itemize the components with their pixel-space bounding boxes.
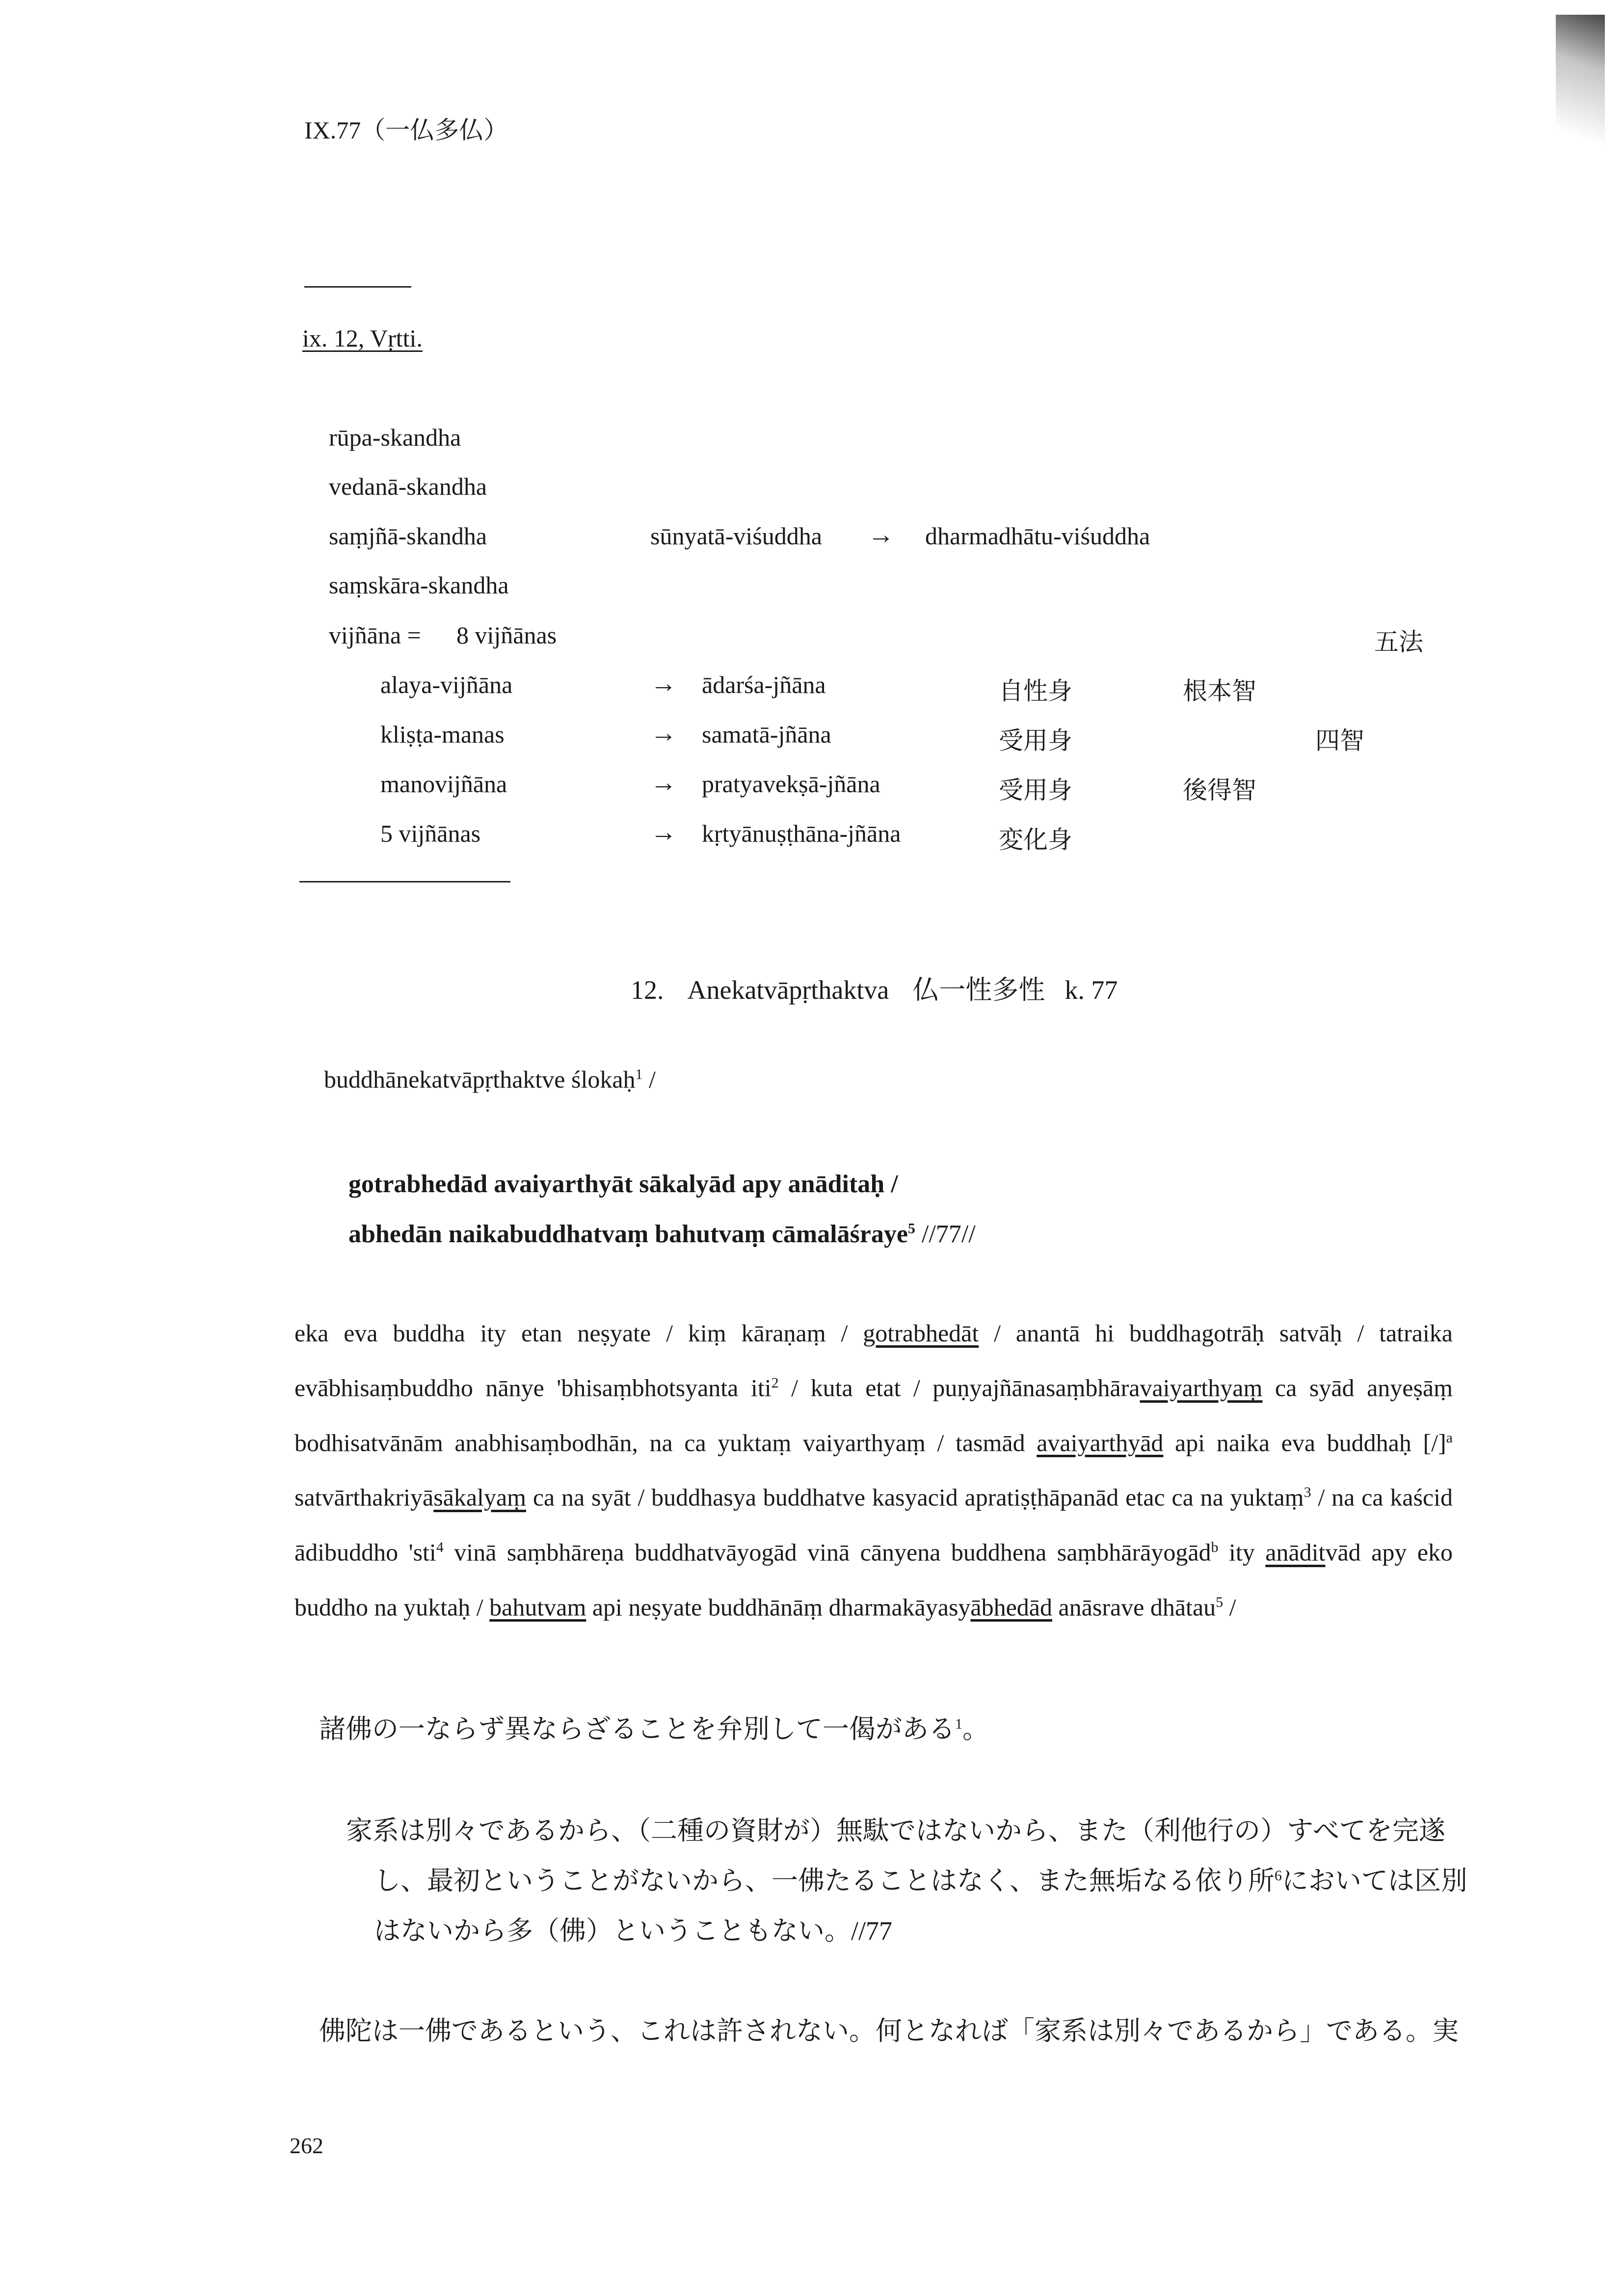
table-row-2-right: samatā-jñāna bbox=[702, 721, 831, 748]
sanskrit-intro bbox=[324, 1065, 656, 1094]
jp-verse-text: においては区別 bbox=[1281, 1866, 1467, 1896]
table-skandha-3: saṃjñā-skandha bbox=[329, 522, 487, 550]
jp-verse-line-1: 家系は別々であるから、（二種の資財が）無駄ではないから、また（利他行の）すべてを完遂 bbox=[346, 1816, 1445, 1845]
table-row-3-wisdom: 後得智 bbox=[1183, 776, 1256, 804]
commentary-text: vinā saṃbhāreṇa buddhatvāyogād vinā cānyena buddhena saṃbhārāyogād bbox=[443, 1538, 1211, 1566]
footnote-ref: b bbox=[1211, 1539, 1219, 1555]
table-row-4-right: kṛtyānuṣṭhāna-jñāna bbox=[702, 820, 901, 847]
commentary-text: ity bbox=[1218, 1538, 1266, 1566]
commentary-text: api naika eva buddhaḥ [/] bbox=[1163, 1429, 1446, 1457]
footnote-ref: 5 bbox=[1216, 1594, 1224, 1610]
table-row-4-left: 5 vijñānas bbox=[380, 820, 481, 847]
table-vijnana-label: vijñāna = bbox=[329, 621, 421, 649]
jp-verse-line-2 bbox=[374, 1860, 1467, 1897]
japanese-commentary: 佛陀は一佛であるという、これは許されない。何となれば「家系は別々であるから」である。実 bbox=[319, 2016, 1459, 2046]
table-row-1-body: 自性身 bbox=[999, 677, 1072, 705]
arrow-icon: → bbox=[650, 768, 677, 797]
underlined-term: gotrabhedāt bbox=[863, 1319, 979, 1347]
verse-number: //77// bbox=[915, 1220, 976, 1248]
table-row-4-body: 変化身 bbox=[999, 826, 1072, 854]
underlined-term: bahutvam bbox=[489, 1593, 586, 1621]
commentary-text: / bbox=[1223, 1593, 1236, 1621]
intro-text: buddhānekatvāpṛthaktve ślokaḥ bbox=[324, 1066, 636, 1093]
section-title bbox=[631, 969, 1118, 1007]
footnote-ref: 3 bbox=[1304, 1484, 1311, 1501]
header-rule bbox=[304, 286, 411, 288]
section-japanese-title: 仏一性多性 bbox=[912, 975, 1045, 1005]
commentary-text: / kuta etat / puṇyajñānasaṃbhāra bbox=[778, 1374, 1140, 1402]
footnote-ref: 5 bbox=[907, 1220, 915, 1237]
table-row-1-wisdom: 根本智 bbox=[1183, 677, 1256, 705]
table-skandha-4: saṃskāra-skandha bbox=[329, 571, 509, 599]
table-sunyata: sūnyatā-viśuddha bbox=[650, 522, 822, 550]
commentary-text: / anantā hi buddhagotrāḥ satvāḥ / tatraika evābhisaṃbuddho nānye 'bhisaṃbhotsyanta iti bbox=[294, 1319, 1453, 1402]
table-goho: 五法 bbox=[1374, 628, 1423, 656]
commentary-text: vād apy eko buddho na yuktaḥ / bbox=[294, 1538, 1453, 1621]
underlined-term: avaiyarthyād bbox=[1037, 1429, 1164, 1457]
commentary-text: ca syād anyeṣāṃ bodhisatvānām anabhisaṃbodhān, na ca yuktaṃ vaiyarthyaṃ / tasmād bbox=[294, 1374, 1453, 1457]
table-row-3-left: manovijñāna bbox=[380, 770, 507, 798]
underlined-term: anādit bbox=[1265, 1538, 1326, 1566]
commentary-text: ca na syāt / buddhasya buddhatve kasyacid apratiṣṭhāpanād etac ca na yuktaṃ bbox=[526, 1483, 1304, 1511]
arrow-icon: → bbox=[650, 718, 677, 748]
table-skandha-2: vedanā-skandha bbox=[329, 473, 487, 500]
table-dharmadhatu: dharmadhātu-viśuddha bbox=[925, 522, 1150, 550]
jp-intro-end: 。 bbox=[962, 1714, 989, 1744]
table-row-2-left: kliṣṭa-manas bbox=[380, 721, 505, 748]
commentary-text: api neṣyate buddhānāṃ dharmakāyasy bbox=[586, 1593, 971, 1621]
footnote-ref: 4 bbox=[436, 1539, 444, 1555]
scan-artifact bbox=[1556, 15, 1605, 162]
table-shichi: 四智 bbox=[1315, 727, 1364, 754]
jp-verse-text: し、最初ということがないから、一佛たることはなく、また無垢なる依り所 bbox=[374, 1866, 1275, 1896]
section-sanskrit-title: Anekatvāpṛthaktva bbox=[687, 975, 889, 1005]
arrow-icon: → bbox=[868, 520, 894, 549]
section-reference: ix. 12, Vṛtti. bbox=[302, 324, 423, 352]
section-number: 12. bbox=[631, 975, 664, 1005]
footnote-ref: 1 bbox=[955, 1716, 962, 1732]
arrow-icon: → bbox=[650, 668, 677, 698]
table-vijnana-count: 8 vijñānas bbox=[456, 621, 557, 649]
arrow-icon: → bbox=[650, 817, 677, 847]
underlined-term: ābhedād bbox=[970, 1593, 1052, 1621]
jp-verse-line-3: はないから多（佛）ということもない。//77 bbox=[374, 1916, 893, 1946]
footnote-ref: 2 bbox=[771, 1375, 779, 1391]
karika-number: k. 77 bbox=[1065, 975, 1118, 1005]
commentary-text: / na ca kaścid ādibuddho 'sti bbox=[294, 1483, 1453, 1566]
commentary-text: anāsrave dhātau bbox=[1052, 1593, 1216, 1621]
commentary-text: satvārthakriyā bbox=[294, 1483, 434, 1511]
commentary-text: eka eva buddha ity etan neṣyate / kiṃ kāraṇaṃ / bbox=[294, 1319, 863, 1347]
sanskrit-commentary bbox=[294, 1308, 1453, 1632]
verse-line-1: gotrabhedād avaiyarthyāt sākalyād apy anāditaḥ / bbox=[348, 1170, 898, 1198]
underlined-term: sākalyaṃ bbox=[433, 1483, 527, 1511]
jp-intro-text: 諸佛の一ならず異ならざることを弁別して一偈がある bbox=[319, 1714, 955, 1744]
table-row-3-right: pratyavekṣā-jñāna bbox=[702, 770, 880, 798]
footnote-ref: a bbox=[1446, 1429, 1453, 1446]
intro-end: / bbox=[642, 1066, 656, 1093]
japanese-intro bbox=[319, 1708, 989, 1746]
table-row-1-left: alaya-vijñāna bbox=[380, 671, 513, 698]
footnote-ref: 6 bbox=[1274, 1868, 1282, 1884]
running-header: IX.77（一仏多仏） bbox=[304, 116, 508, 144]
verse-line-2 bbox=[348, 1220, 976, 1249]
table-row-2-body: 受用身 bbox=[999, 727, 1072, 754]
page-number: 262 bbox=[290, 2133, 323, 2158]
underlined-term: vaiyarthyaṃ bbox=[1140, 1374, 1263, 1402]
footnote-ref: 1 bbox=[635, 1066, 643, 1083]
table-row-1-right: ādarśa-jñāna bbox=[702, 671, 826, 698]
verse-line-2-text: abhedān naikabuddhatvaṃ bahutvaṃ cāmalāśraye bbox=[348, 1220, 908, 1248]
table-row-3-body: 受用身 bbox=[999, 776, 1072, 804]
table-skandha-1: rūpa-skandha bbox=[329, 424, 461, 451]
table-bottom-rule bbox=[299, 881, 510, 882]
